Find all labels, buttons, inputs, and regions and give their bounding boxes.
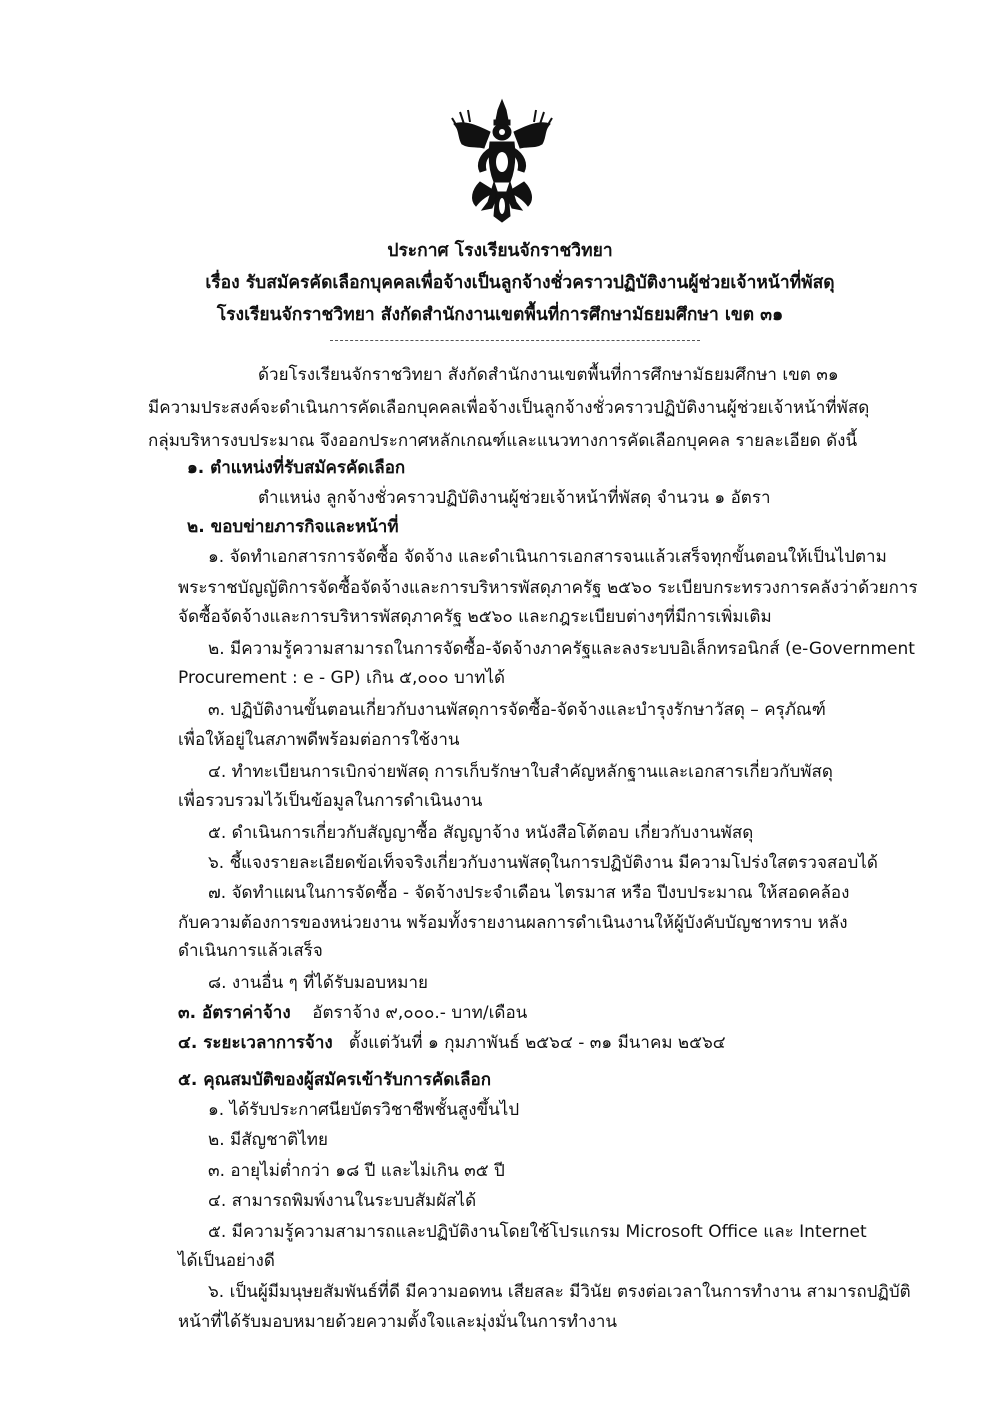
- announcement-title: ประกาศ โรงเรียนจักราชวิทยา: [387, 241, 613, 261]
- section-heading-duties: ๒. ขอบข่ายภารกิจและหน้าที่: [187, 517, 399, 537]
- intro-line: กลุ่มบริหารงบประมาณ จึงออกประกาศหลักเกณฑ์และแนวทางการคัดเลือกบุคคล รายละเอียด ดังนี้: [148, 431, 858, 451]
- intro-line: มีความประสงค์จะดำเนินการคัดเลือกบุคคลเพื่อจ้างเป็นลูกจ้างชั่วคราวปฏิบัติงานผู้ช่วยเจ้าหน้าที่พัสดุ: [148, 398, 870, 418]
- duty-line: จัดซื้อจัดจ้างและการบริหารพัสดุภาครัฐ ๒๕๖๐ และกฎระเบียบต่างๆที่มีการเพิ่มเติม: [178, 607, 772, 627]
- title-divider: [330, 340, 700, 341]
- duty-line: กับความต้องการของหน่วยงาน พร้อมทั้งรายงานผลการดำเนินงานให้ผู้บังคับบัญชาทราบ หลัง: [178, 913, 848, 933]
- section-heading-wage: ๓. อัตราค่าจ้าง: [178, 1003, 291, 1023]
- duty-line: พระราชบัญญัติการจัดซื้อจัดจ้างและการบริหารพัสดุภาครัฐ ๒๕๖๐ ระเบียบกระทรวงการคลังว่าด้วยการ: [178, 578, 918, 598]
- qualification-line: ๑. ได้รับประกาศนียบัตรวิชาชีพชั้นสูงขึ้นไป: [208, 1100, 520, 1120]
- wage-row: [178, 1000, 527, 1026]
- position-text: ตำแหน่ง ลูกจ้างชั่วคราวปฏิบัติงานผู้ช่วยเจ้าหน้าที่พัสดุ จำนวน ๑ อัตรา: [258, 488, 771, 508]
- qualification-line: ๕. มีความรู้ความสามารถและปฏิบัติงานโดยใช้โปรแกรม Microsoft Office และ Internet: [208, 1222, 867, 1242]
- duty-line: ๕. ดำเนินการเกี่ยวกับสัญญาซื้อ สัญญาจ้าง หนังสือโต้ตอบ เกี่ยวกับงานพัสดุ: [208, 823, 754, 843]
- qualification-line: ได้เป็นอย่างดี: [178, 1251, 275, 1271]
- duration-text: ตั้งแต่วันที่ ๑ กุมภาพันธ์ ๒๕๖๔ - ๓๑ มีนาคม ๒๕๖๔: [348, 1033, 726, 1053]
- duty-line: ๓. ปฏิบัติงานขั้นตอนเกี่ยวกับงานพัสดุการจัดซื้อ-จัดจ้างและบำรุงรักษาวัสดุ – ครุภัณฑ์: [208, 700, 826, 720]
- section-heading-duration: ๔. ระยะเวลาการจ้าง: [178, 1033, 333, 1053]
- duty-line: ๔. ทำทะเบียนการเบิกจ่ายพัสดุ การเก็บรักษาใบสำคัญหลักฐานและเอกสารเกี่ยวกับพัสดุ: [208, 762, 833, 782]
- duty-line: ๘. งานอื่น ๆ ที่ได้รับมอบหมาย: [208, 973, 429, 993]
- duty-line: ๒. มีความรู้ความสามารถในการจัดซื้อ-จัดจ้างภาครัฐและลงระบบอิเล็กทรอนิกส์ (e-Government: [208, 639, 915, 659]
- section-heading-qualifications: ๕. คุณสมบัติของผู้สมัครเข้ารับการคัดเลือก: [178, 1070, 491, 1090]
- intro-line: ด้วยโรงเรียนจักราชวิทยา สังกัดสำนักงานเขตพื้นที่การศึกษามัธยมศึกษา เขต ๓๑: [258, 365, 839, 385]
- duty-line: ดำเนินการแล้วเสร็จ: [178, 941, 323, 961]
- duty-line: ๗. จัดทำแผนในการจัดซื้อ - จัดจ้างประจำเดือน ไตรมาส หรือ ปีงบประมาณ ให้สอดคล้อง: [208, 883, 850, 903]
- garuda-emblem-icon: [450, 98, 554, 224]
- qualification-line: ๖. เป็นผู้มีมนุษยสัมพันธ์ที่ดี มีความอดทน เสียสละ มีวินัย ตรงต่อเวลาในการทำงาน สามารถปฏิบัติ: [208, 1282, 911, 1302]
- announcement-school: โรงเรียนจักราชวิทยา สังกัดสำนักงานเขตพื้นที่การศึกษามัธยมศึกษา เขต ๓๑: [216, 305, 784, 325]
- duty-line: เพื่อให้อยู่ในสภาพดีพร้อมต่อการใช้งาน: [178, 730, 460, 750]
- duty-line: Procurement : e - GP) เกิน ๕,๐๐๐ บาทได้: [178, 668, 506, 688]
- duration-row: [178, 1030, 726, 1056]
- wage-text: อัตราจ้าง ๙,๐๐๐.- บาท/เดือน: [312, 1003, 528, 1023]
- qualification-line: ๔. สามารถพิมพ์งานในระบบสัมผัสได้: [208, 1191, 477, 1211]
- announcement-subject: เรื่อง รับสมัครคัดเลือกบุคคลเพื่อจ้างเป็นลูกจ้างชั่วคราวปฏิบัติงานผู้ช่วยเจ้าหน้าที่พัสดุ: [205, 273, 835, 293]
- qualification-line: หน้าที่ได้รับมอบหมายด้วยความตั้งใจและมุ่งมั่นในการทำงาน: [178, 1312, 617, 1332]
- qualification-line: ๓. อายุไม่ต่ำกว่า ๑๘ ปี และไม่เกิน ๓๕ ปี: [208, 1161, 505, 1181]
- section-heading-position: ๑. ตำแหน่งที่รับสมัครคัดเลือก: [187, 458, 406, 478]
- duty-line: เพื่อรวบรวมไว้เป็นข้อมูลในการดำเนินงาน: [178, 791, 483, 811]
- duty-line: ๖. ชี้แจงรายละเอียดข้อเท็จจริงเกี่ยวกับงานพัสดุในการปฏิบัติงาน มีความโปร่งใสตรวจสอบได้: [208, 853, 878, 873]
- duty-line: ๑. จัดทำเอกสารการจัดซื้อ จัดจ้าง และดำเนินการเอกสารจนแล้วเสร็จทุกขั้นตอนให้เป็นไปตาม: [208, 547, 887, 567]
- qualification-line: ๒. มีสัญชาติไทย: [208, 1130, 328, 1150]
